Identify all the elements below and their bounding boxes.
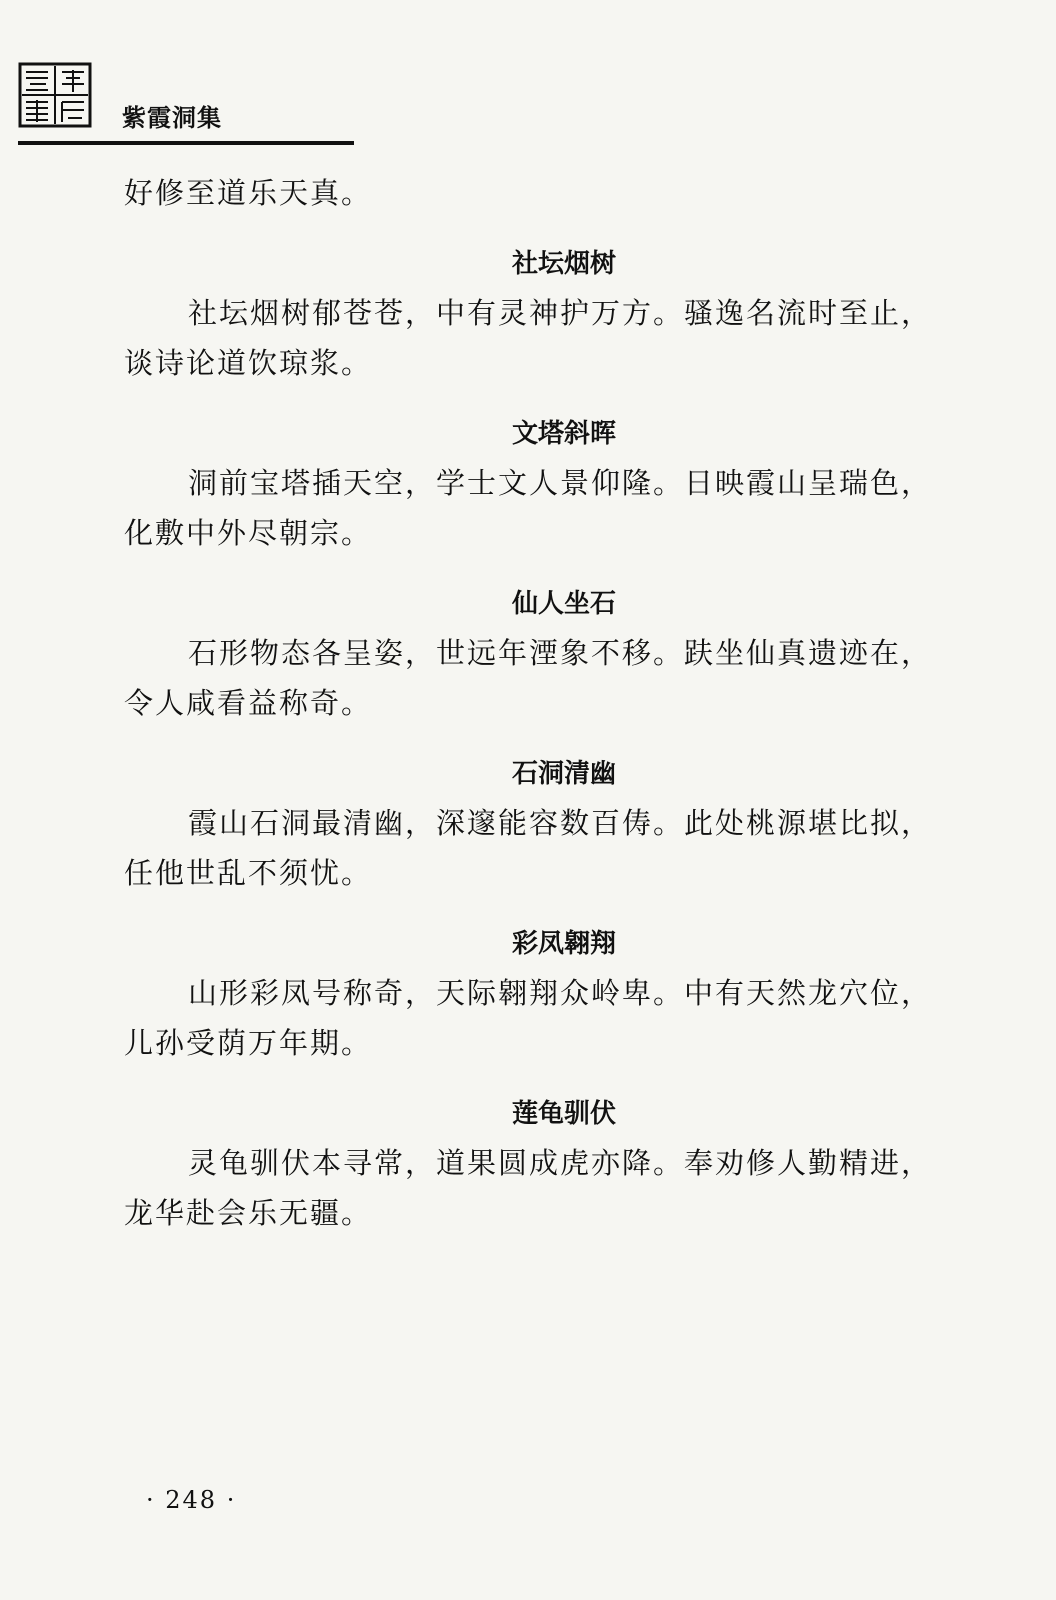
poem-line: 化敷中外尽朝宗。 bbox=[124, 516, 373, 550]
poem-line: 任他世乱不须忧。 bbox=[124, 856, 373, 890]
header-rule bbox=[18, 141, 354, 145]
lead-line: 好修至道乐天真。 bbox=[124, 176, 373, 210]
poem-line: 儿孙受荫万年期。 bbox=[124, 1026, 373, 1060]
page-number: · 248 · bbox=[146, 1486, 237, 1514]
poem-title: 文塔斜晖 bbox=[511, 419, 616, 449]
page-content bbox=[124, 168, 964, 1238]
poem-title: 彩凤翱翔 bbox=[511, 929, 616, 959]
poem-title: 莲龟驯伏 bbox=[511, 1099, 616, 1129]
poem-line: 山形彩凤号称奇，天际翱翔众岭卑。中有天然龙穴位， bbox=[188, 976, 933, 1010]
poem-line: 社坛烟树郁苍苍，中有灵神护万方。骚逸名流时至止， bbox=[188, 296, 933, 330]
poem-line: 霞山石洞最清幽，深邃能容数百俦。此处桃源堪比拟， bbox=[188, 806, 933, 840]
poem-line: 令人咸看益称奇。 bbox=[124, 686, 373, 720]
book-title: 紫霞洞集 bbox=[122, 104, 222, 132]
poem-title: 社坛烟树 bbox=[511, 249, 616, 279]
poem-line: 石形物态各呈姿，世远年湮象不移。趺坐仙真遗迹在， bbox=[188, 636, 933, 670]
poem-line: 灵龟驯伏本寻常，道果圆成虎亦降。奉劝修人勤精进， bbox=[188, 1146, 933, 1180]
seal-logo-icon bbox=[18, 62, 92, 128]
poem-title: 石洞清幽 bbox=[511, 759, 616, 789]
poem-title: 仙人坐石 bbox=[511, 589, 616, 619]
poem-line: 龙华赴会乐无疆。 bbox=[124, 1196, 373, 1230]
poem-line: 洞前宝塔插天空，学士文人景仰隆。日映霞山呈瑞色， bbox=[188, 466, 933, 500]
poem-line: 谈诗论道饮琼浆。 bbox=[124, 346, 373, 380]
